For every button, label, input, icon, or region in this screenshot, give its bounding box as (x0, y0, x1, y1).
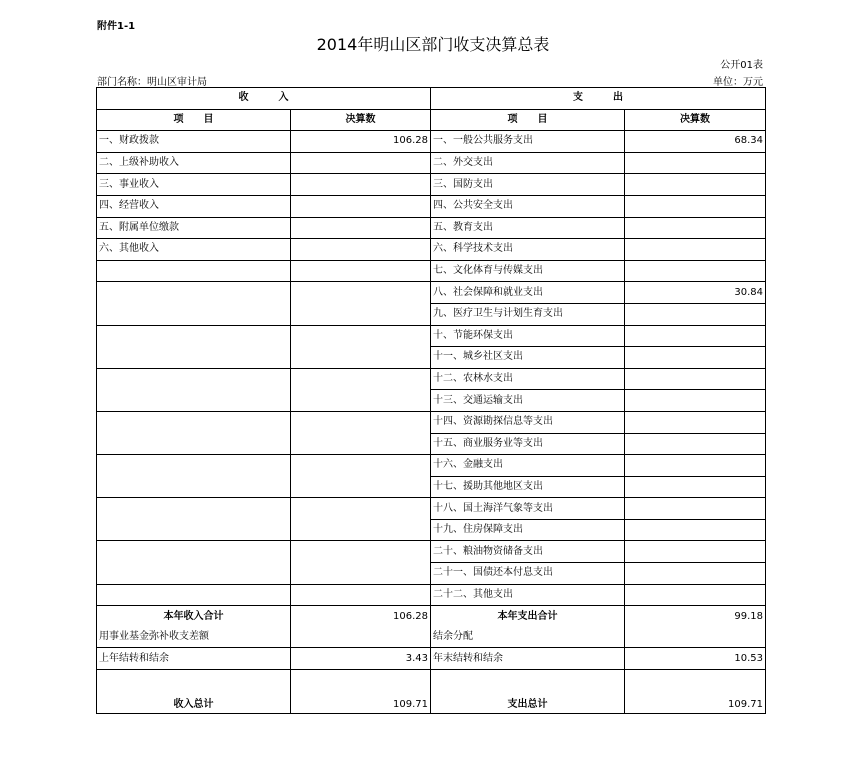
income-amount-cell (291, 498, 431, 520)
expense-item-cell: 五、教育支出 (431, 217, 625, 239)
income-item-cell (97, 390, 291, 412)
income-amount-cell (291, 563, 431, 585)
income-amount-cell (291, 411, 431, 433)
fund-offset-value (291, 627, 431, 648)
surplus-distribution-value (625, 627, 766, 648)
expense-item-cell: 二十二、其他支出 (431, 584, 625, 606)
income-amount-cell (291, 476, 431, 498)
expense-amount-cell: 30.84 (625, 282, 766, 304)
table-row (97, 260, 766, 282)
expense-amount-cell (625, 174, 766, 196)
expense-amount-header: 决算数 (625, 109, 766, 131)
table-row (97, 325, 766, 347)
income-item-cell: 六、其他收入 (97, 239, 291, 261)
expense-amount-cell (625, 411, 766, 433)
expense-amount-cell: 68.34 (625, 131, 766, 153)
expense-amount-cell (625, 455, 766, 477)
income-amount-cell (291, 541, 431, 563)
prev-year-carryover-value: 3.43 (291, 648, 431, 670)
table-row (97, 390, 766, 412)
expense-amount-cell (625, 584, 766, 606)
expense-item-cell: 十六、金融支出 (431, 455, 625, 477)
budget-summary-table (96, 87, 766, 714)
income-item-cell (97, 498, 291, 520)
table-row (97, 152, 766, 174)
expense-grand-total-label: 支出总计 (431, 670, 625, 714)
table-row (97, 606, 766, 627)
table-row (97, 411, 766, 433)
expense-amount-cell (625, 563, 766, 585)
income-item-cell (97, 260, 291, 282)
expense-item-cell: 十八、国土海洋气象等支出 (431, 498, 625, 520)
table-row (97, 541, 766, 563)
table-row (97, 627, 766, 648)
table-row (97, 498, 766, 520)
income-amount-cell (291, 260, 431, 282)
expense-item-cell: 十三、交通运输支出 (431, 390, 625, 412)
income-amount-cell (291, 519, 431, 541)
expense-amount-cell (625, 541, 766, 563)
income-item-cell (97, 303, 291, 325)
expense-item-cell: 二十、粮油物资储备支出 (431, 541, 625, 563)
form-number: 公开01表 (720, 60, 763, 71)
year-end-carryover-label: 年末结转和结余 (431, 648, 625, 670)
expense-amount-cell (625, 390, 766, 412)
income-item-cell (97, 411, 291, 433)
income-item-header: 项 目 (97, 109, 291, 131)
expense-item-cell: 二、外交支出 (431, 152, 625, 174)
fund-offset-label: 用事业基金弥补收支差额 (97, 627, 291, 648)
department-name: 部门名称：明山区审计局 (97, 77, 207, 88)
income-item-cell (97, 584, 291, 606)
income-item-cell (97, 325, 291, 347)
expense-amount-cell (625, 368, 766, 390)
table-row (97, 584, 766, 606)
income-amount-cell (291, 347, 431, 369)
table-row (97, 648, 766, 670)
table-row (97, 174, 766, 196)
income-item-cell (97, 476, 291, 498)
expense-amount-cell (625, 303, 766, 325)
income-item-cell: 二、上级补助收入 (97, 152, 291, 174)
income-item-cell: 四、经营收入 (97, 195, 291, 217)
expense-item-header: 项 目 (431, 109, 625, 131)
table-row (97, 131, 766, 153)
table-row (97, 282, 766, 304)
table-row (97, 670, 766, 714)
expense-amount-cell (625, 498, 766, 520)
expense-amount-cell (625, 195, 766, 217)
expense-item-cell: 十二、农林水支出 (431, 368, 625, 390)
expense-item-cell: 二十一、国债还本付息支出 (431, 563, 625, 585)
income-amount-cell (291, 433, 431, 455)
expense-item-cell: 三、国防支出 (431, 174, 625, 196)
income-amount-cell (291, 152, 431, 174)
expense-item-cell: 十五、商业服务业等支出 (431, 433, 625, 455)
table-row (97, 519, 766, 541)
income-item-cell (97, 433, 291, 455)
income-amount-cell: 106.28 (291, 131, 431, 153)
expense-amount-cell (625, 433, 766, 455)
table-row (97, 433, 766, 455)
expense-amount-cell (625, 217, 766, 239)
expense-item-cell: 十九、住房保障支出 (431, 519, 625, 541)
table-row (97, 195, 766, 217)
expense-item-cell: 十七、援助其他地区支出 (431, 476, 625, 498)
income-amount-cell (291, 282, 431, 304)
income-item-cell (97, 563, 291, 585)
expense-grand-total-value: 109.71 (625, 670, 766, 714)
income-item-cell: 五、附属单位缴款 (97, 217, 291, 239)
income-grand-total-value: 109.71 (291, 670, 431, 714)
attachment-label: 附件1-1 (97, 21, 136, 32)
income-amount-cell (291, 390, 431, 412)
table-row (97, 455, 766, 477)
expense-amount-cell (625, 152, 766, 174)
table-row (97, 217, 766, 239)
income-amount-cell (291, 325, 431, 347)
year-end-carryover-value: 10.53 (625, 648, 766, 670)
income-amount-cell (291, 217, 431, 239)
expense-item-cell: 七、文化体育与传媒支出 (431, 260, 625, 282)
table-row (97, 347, 766, 369)
income-item-cell (97, 519, 291, 541)
income-item-cell (97, 541, 291, 563)
income-item-cell (97, 368, 291, 390)
income-section-header: 收 入 (97, 88, 431, 110)
unit-label: 单位：万元 (713, 77, 763, 88)
table-row (97, 563, 766, 585)
table-row (97, 303, 766, 325)
year-expense-total-value: 99.18 (625, 606, 766, 627)
income-item-cell (97, 455, 291, 477)
income-amount-cell (291, 239, 431, 261)
expense-item-cell: 十四、资源勘探信息等支出 (431, 411, 625, 433)
income-amount-cell (291, 195, 431, 217)
income-item-cell (97, 347, 291, 369)
expense-amount-cell (625, 519, 766, 541)
year-income-total-label: 本年收入合计 (97, 606, 291, 627)
income-amount-cell (291, 455, 431, 477)
expense-item-cell: 四、公共安全支出 (431, 195, 625, 217)
expense-amount-cell (625, 476, 766, 498)
expense-item-cell: 十、节能环保支出 (431, 325, 625, 347)
expense-section-header: 支 出 (431, 88, 766, 110)
column-header-row (97, 109, 766, 131)
expense-amount-cell (625, 347, 766, 369)
page-title: 2014年明山区部门收支决算总表 (316, 35, 550, 54)
table-row (97, 368, 766, 390)
income-item-cell: 三、事业收入 (97, 174, 291, 196)
table-row (97, 476, 766, 498)
income-amount-cell (291, 368, 431, 390)
income-item-cell: 一、财政拨款 (97, 131, 291, 153)
expense-amount-cell (625, 325, 766, 347)
expense-item-cell: 十一、城乡社区支出 (431, 347, 625, 369)
income-amount-cell (291, 303, 431, 325)
income-item-cell (97, 282, 291, 304)
expense-item-cell: 六、科学技术支出 (431, 239, 625, 261)
surplus-distribution-label: 结余分配 (431, 627, 625, 648)
table-row (97, 239, 766, 261)
year-expense-total-label: 本年支出合计 (431, 606, 625, 627)
expense-item-cell: 九、医疗卫生与计划生育支出 (431, 303, 625, 325)
income-grand-total-label: 收入总计 (97, 670, 291, 714)
expense-item-cell: 八、社会保障和就业支出 (431, 282, 625, 304)
income-amount-header: 决算数 (291, 109, 431, 131)
prev-year-carryover-label: 上年结转和结余 (97, 648, 291, 670)
year-income-total-value: 106.28 (291, 606, 431, 627)
income-amount-cell (291, 174, 431, 196)
expense-amount-cell (625, 239, 766, 261)
income-amount-cell (291, 584, 431, 606)
expense-amount-cell (625, 260, 766, 282)
section-header-row (97, 88, 766, 110)
expense-item-cell: 一、一般公共服务支出 (431, 131, 625, 153)
